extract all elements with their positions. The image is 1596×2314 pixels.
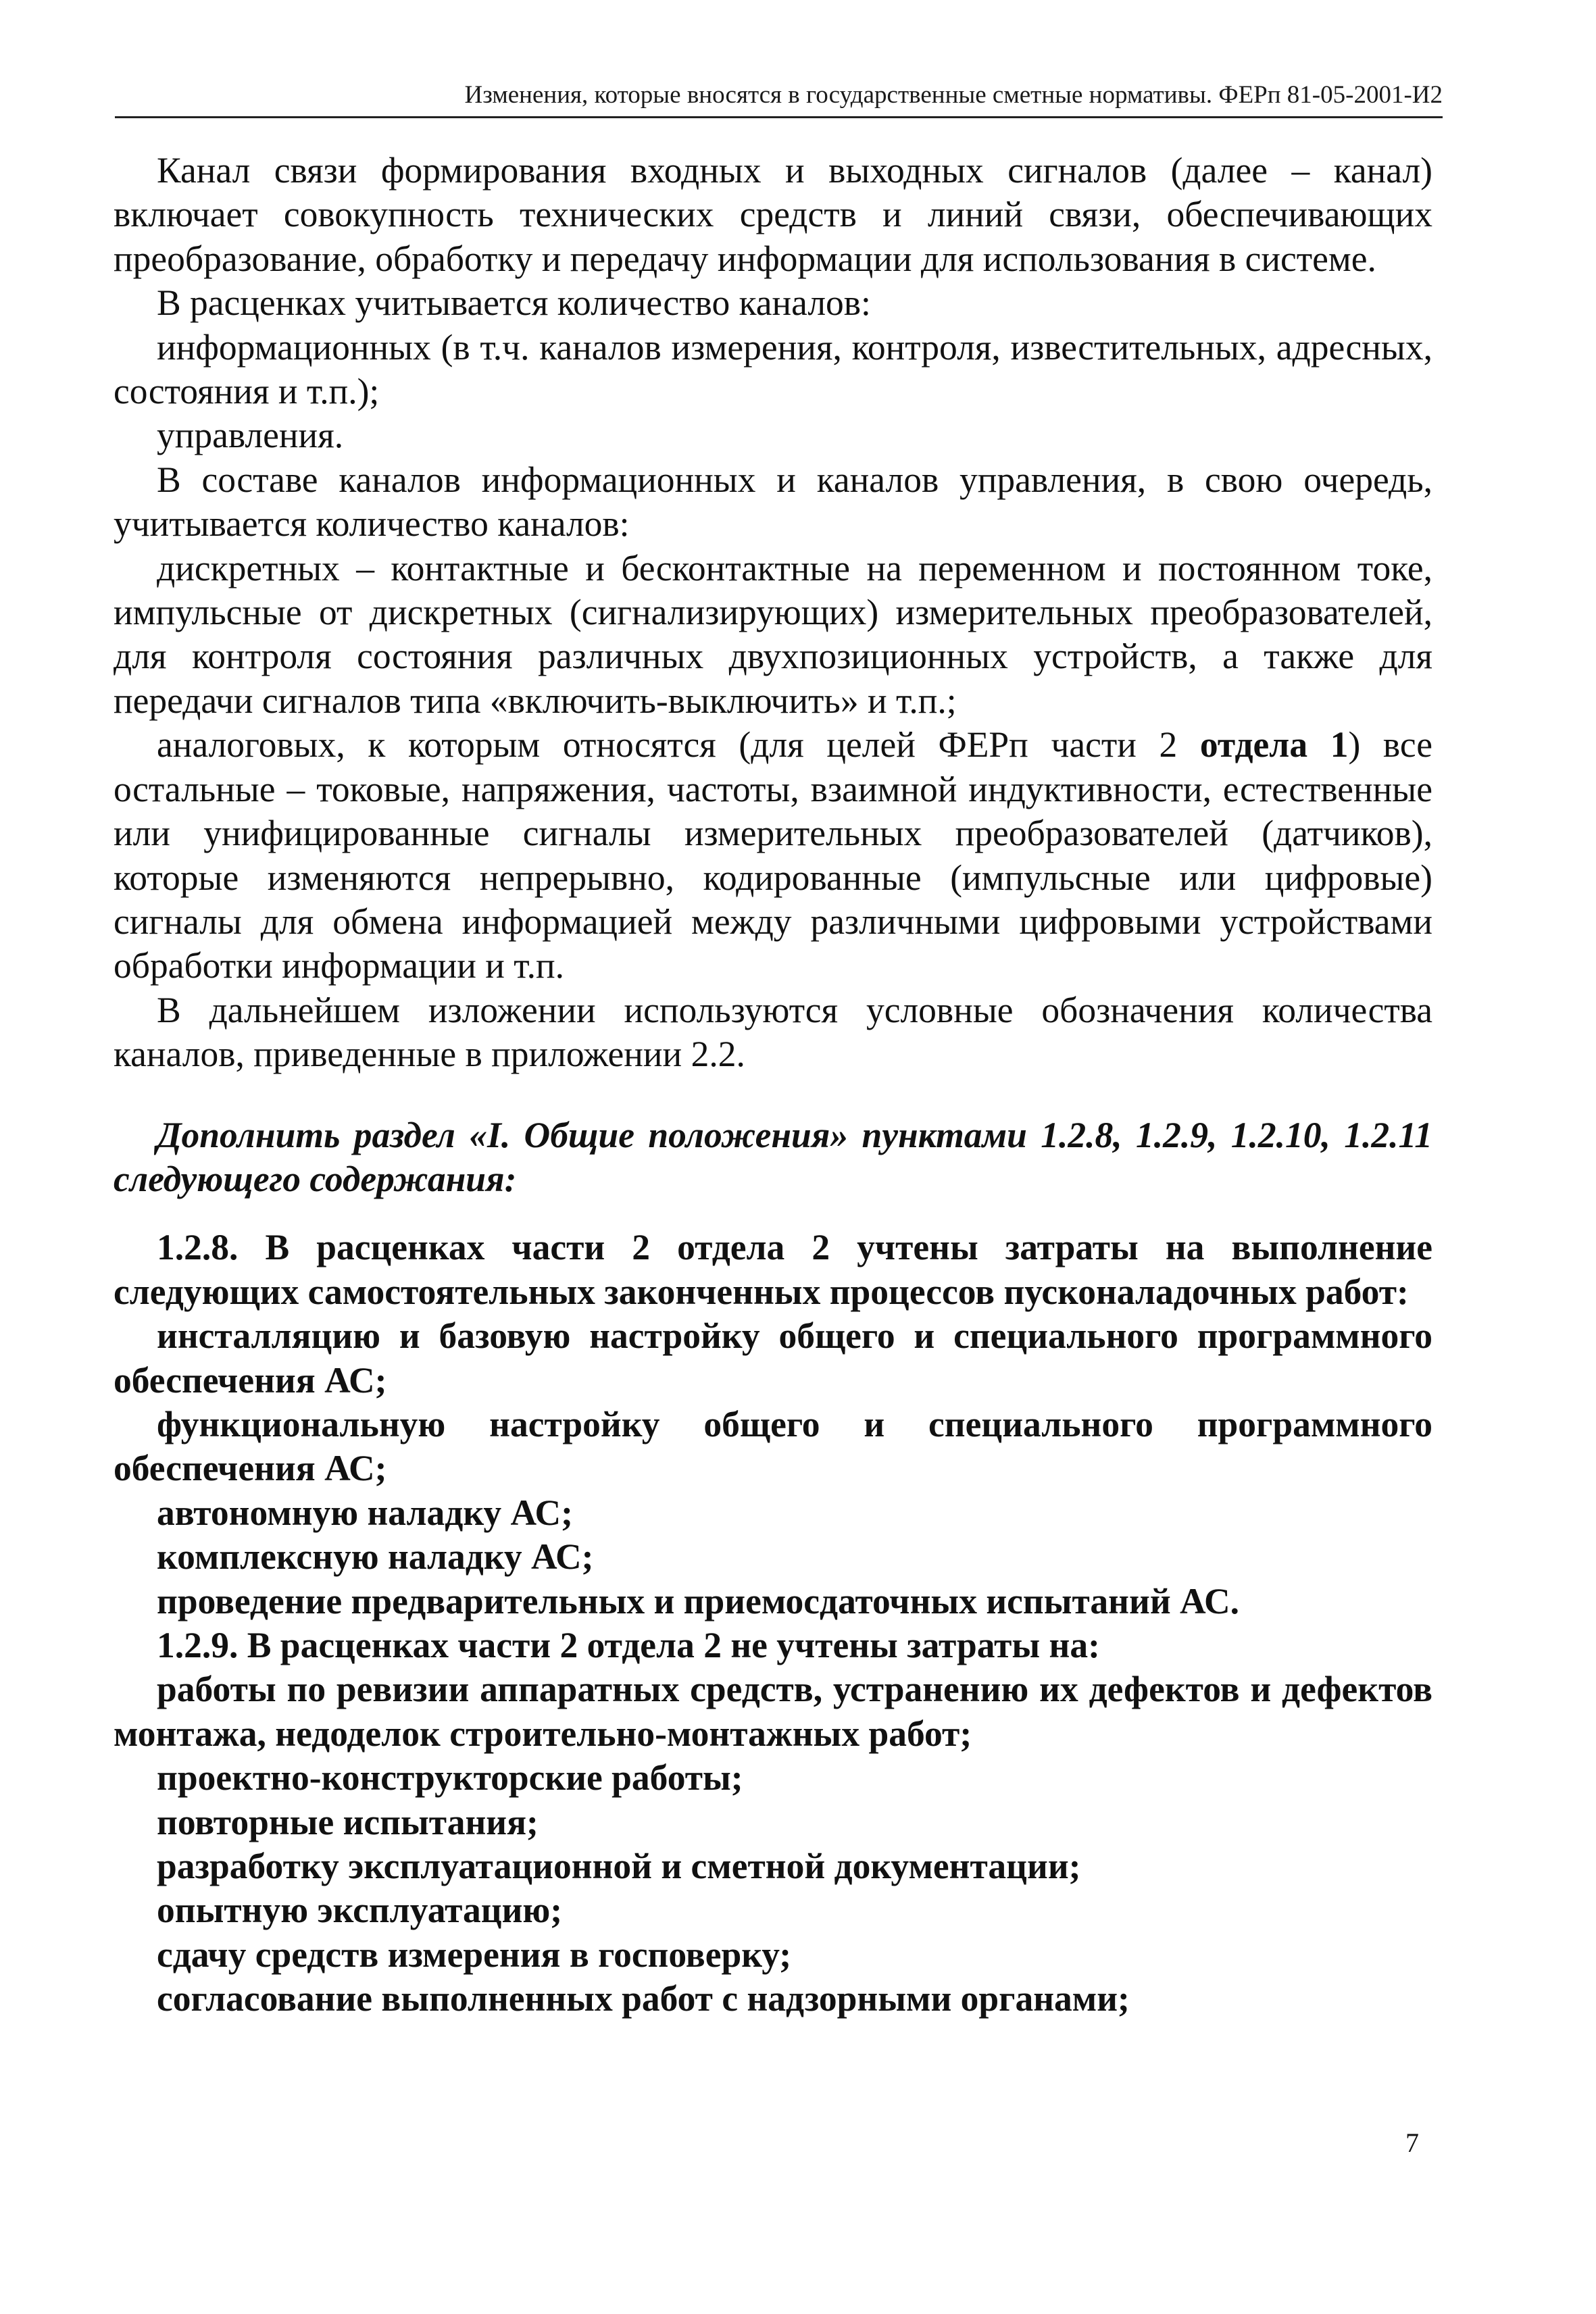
- paragraph-channel-composition: В составе каналов информационных и каналов управления, в свою очередь, учитывается количество каналов:: [114, 459, 1432, 545]
- document-body: [114, 149, 1432, 2021]
- clause-1-2-8: 1.2.8. В расценках части 2 отдела 2 учтены затраты на выполнение следующих самостоятельных законченных процессов пусконаладочных работ:: [114, 1227, 1432, 1312]
- clause-1-2-9: 1.2.9. В расценках части 2 отдела 2 не учтены затраты на:: [157, 1625, 1100, 1665]
- analog-text-bold: отдела 1: [1199, 724, 1349, 765]
- section-amendment-heading: Дополнить раздел «I. Общие положения» пунктами 1.2.8, 1.2.9, 1.2.10, 1.2.11 следующего содержания:: [114, 1114, 1432, 1199]
- paragraph-analog-channels: [114, 723, 1432, 988]
- clause-1-2-8-item-complex: комплексную наладку АС;: [157, 1536, 594, 1578]
- clause-1-2-8-item-tests: проведение предварительных и приемосдаточных испытаний АС.: [157, 1580, 1239, 1621]
- clause-1-2-9-item-retests: повторные испытания;: [157, 1801, 539, 1842]
- paragraph-information-channels: информационных (в т.ч. каналов измерения, контроля, известительных, адресных, состояния и т.п.);: [114, 326, 1432, 412]
- clause-1-2-9-item-design: проектно-конструкторские работы;: [157, 1757, 743, 1799]
- header-rule: [115, 116, 1443, 118]
- page-number: 7: [1405, 2128, 1419, 2158]
- clause-1-2-9-item-approval: согласование выполненных работ с надзорными органами;: [157, 1978, 1130, 2019]
- paragraph-channel-definition: Канал связи формирования входных и выходных сигналов (далее – канал) включает совокупность технических средств и линий связи, обеспечивающих преобразование, обработку и передачу информации для использования в системе.: [114, 150, 1432, 279]
- paragraph-notation-reference: В дальнейшем изложении используются условные обозначения количества каналов, приведенные в приложении 2.2.: [114, 989, 1432, 1075]
- clause-1-2-8-item-autonomous: автономную наладку АС;: [157, 1492, 573, 1533]
- clause-1-2-9-item-trial-operation: опытную эксплуатацию;: [157, 1890, 563, 1931]
- clause-1-2-9-item-documentation: разработку эксплуатационной и сметной документации;: [157, 1846, 1081, 1887]
- clause-1-2-8-item-installation: инсталляцию и базовую настройку общего и специального программного обеспечения АС;: [114, 1315, 1432, 1401]
- clause-1-2-9-item-revision: работы по ревизии аппаратных средств, устранению их дефектов и дефектов монтажа, недоделок строительно-монтажных работ;: [114, 1669, 1432, 1754]
- paragraph-discrete-channels: дискретных – контактные и бесконтактные на переменном и постоянном токе, импульсные от дискретных (сигнализирующих) измерительных преобразователей, для контроля состояния различных двухпозиционных устройств, а также для передачи сигналов типа «включить-выключить» и т.п.;: [114, 547, 1432, 721]
- running-header: Изменения, которые вносятся в государственные сметные нормативы. ФЕРп 81-05-2001-И2: [464, 81, 1443, 109]
- clause-1-2-9-item-verification: сдачу средств измерения в госповерку;: [157, 1934, 792, 1975]
- analog-text-end: ) все остальные – токовые, напряжения, частоты, взаимной индуктивности, естественные или унифицированные сигналы измерительных преобразователей (датчиков), которые изменяются непрерывно, кодированные (импульсные или цифровые) сигналы для обмена информацией между различными цифровыми устройствами обработки информации и т.п.: [114, 724, 1432, 986]
- clause-1-2-8-item-functional-setup: функциональную настройку общего и специального программного обеспечения АС;: [114, 1403, 1432, 1489]
- paragraph-control-channels: управления.: [157, 415, 344, 456]
- paragraph-channel-count-intro: В расценках учитывается количество каналов:: [157, 282, 871, 324]
- analog-text-start: аналоговых, к которым относятся (для целей ФЕРп части 2: [157, 724, 1200, 765]
